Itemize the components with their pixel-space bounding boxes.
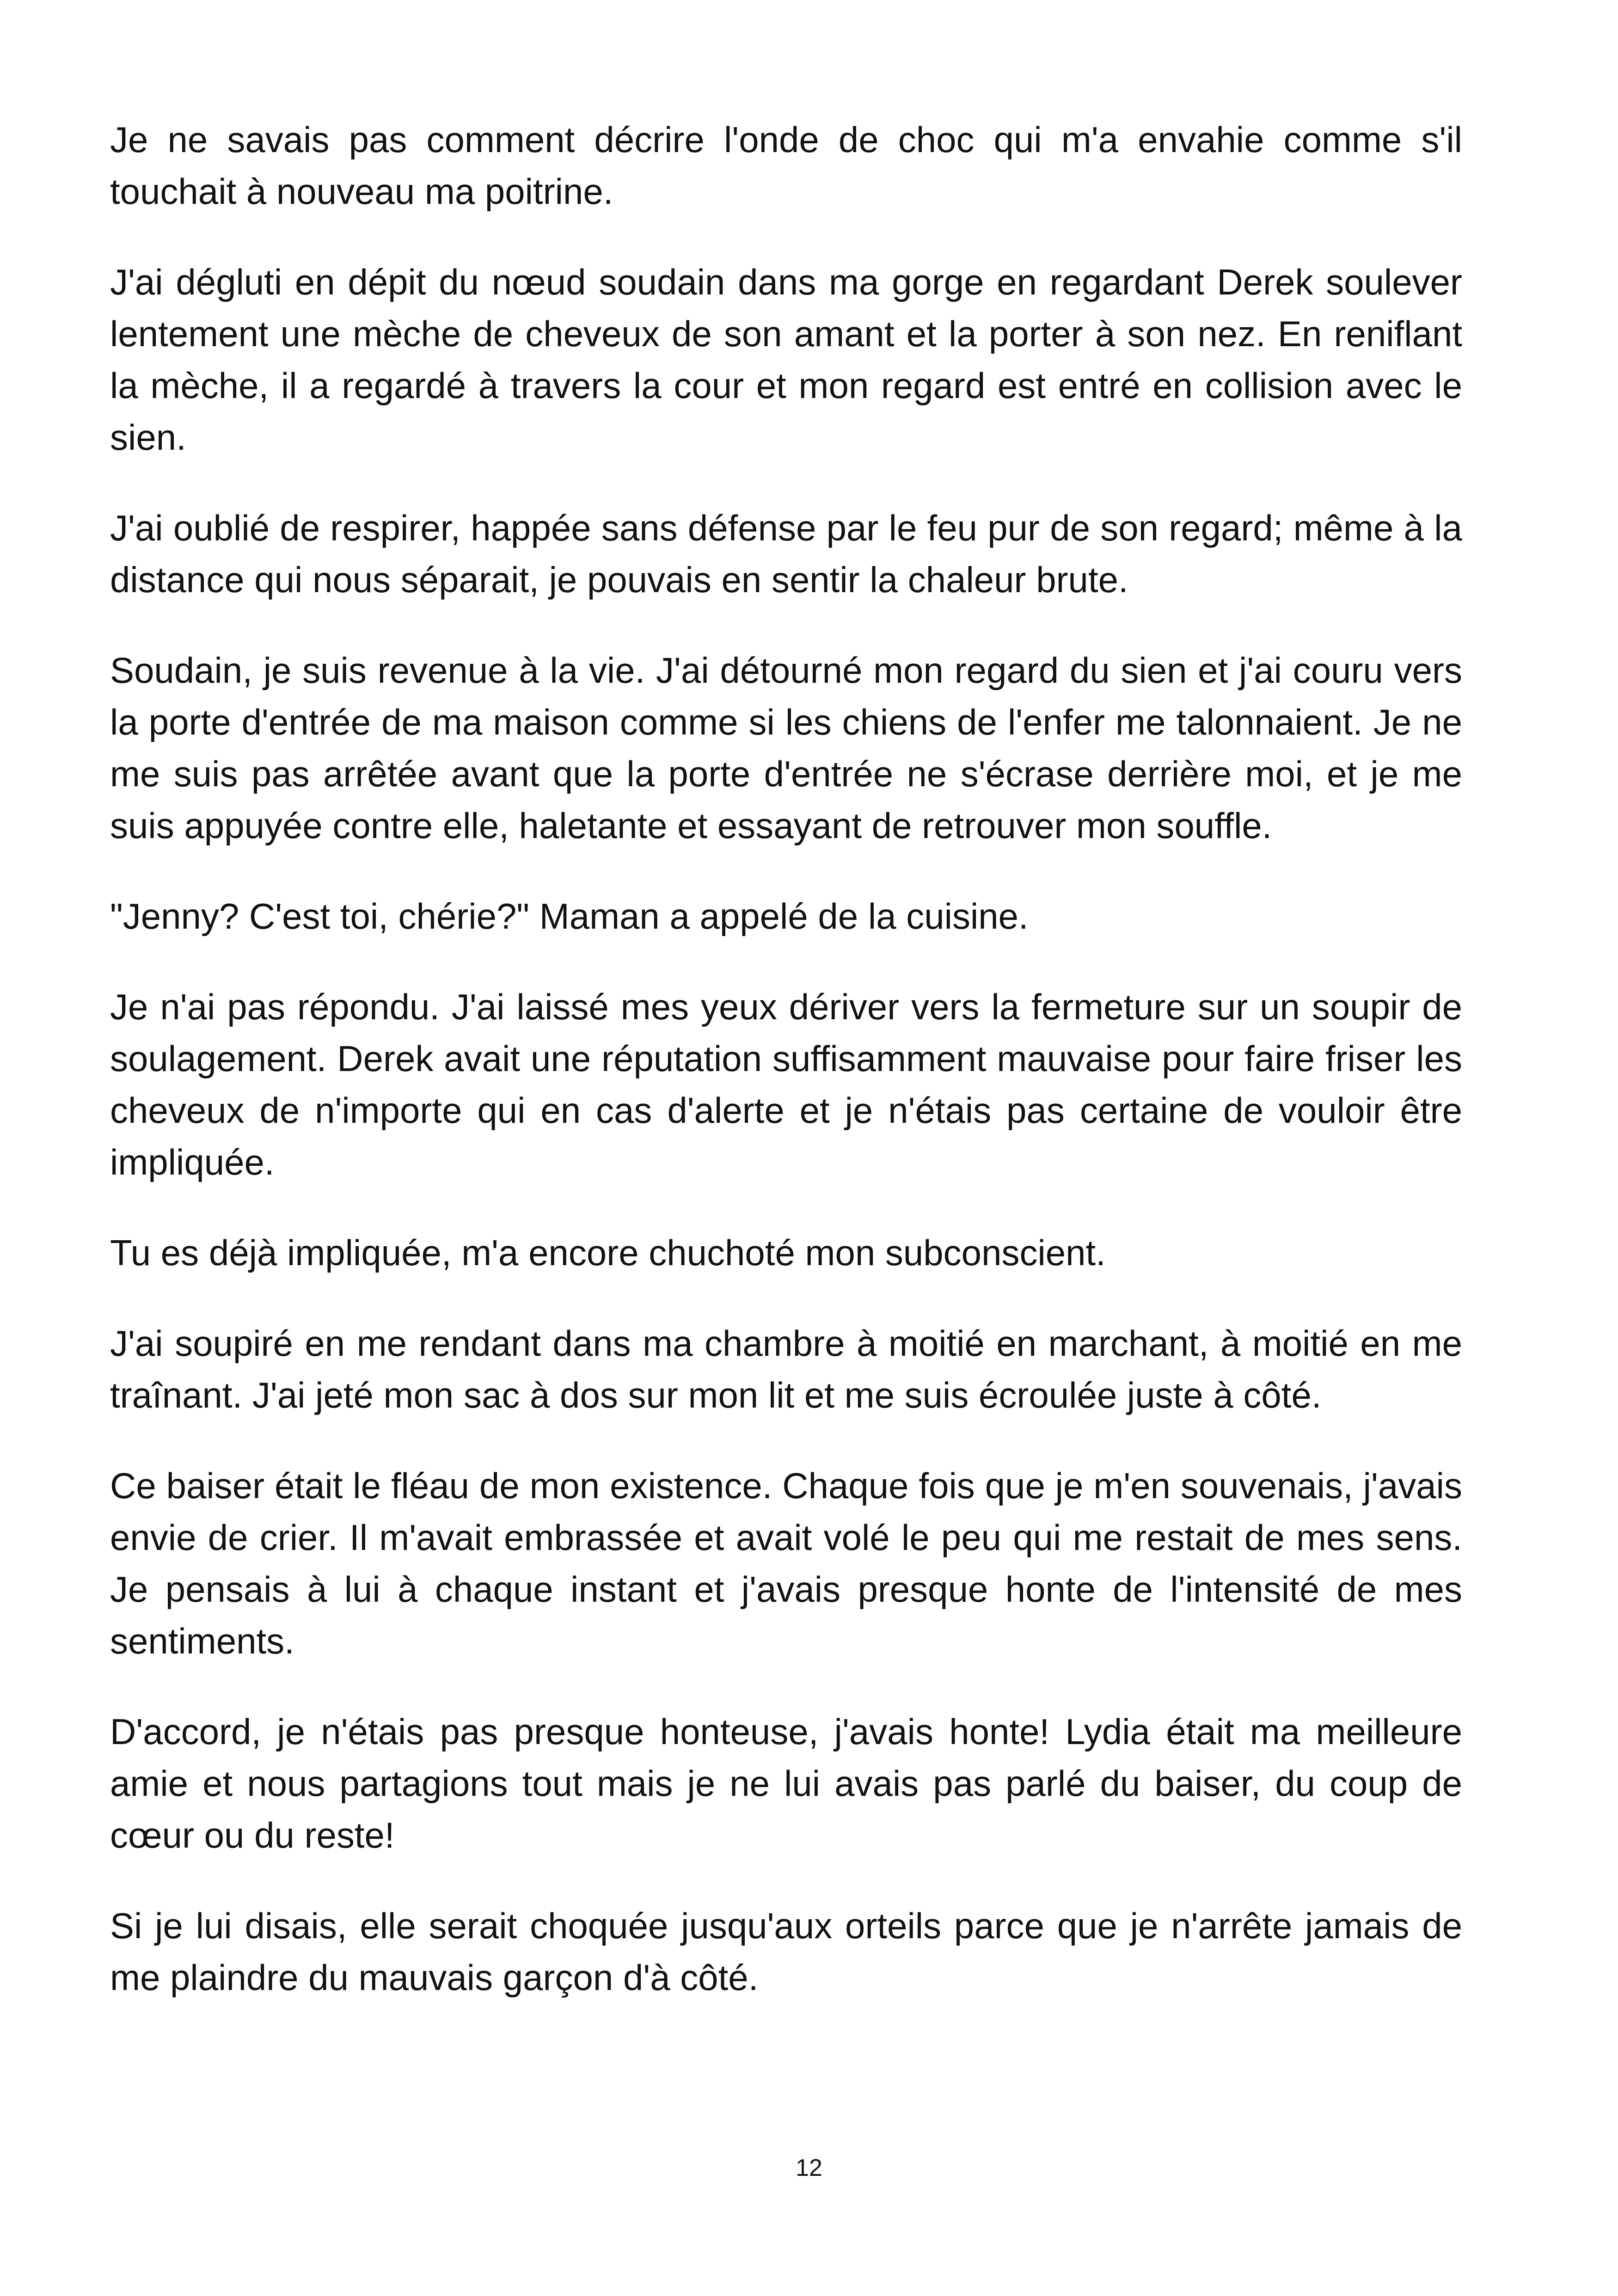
paragraph-1: Je ne savais pas comment décrire l'onde de choc qui m'a envahie comme s'il touchait à nouveau ma poitrine. [110,119,1462,212]
paragraph-3: J'ai oublié de respirer, happée sans défense par le feu pur de son regard; même à la distance qui nous séparait, je pouvais en sentir la chaleur brute. [110,508,1462,600]
body-text [110,114,1462,2042]
paragraph-11: Si je lui disais, elle serait choquée jusqu'aux orteils parce que je n'arrête jamais de me plaindre du mauvais garçon d'à côté. [110,1905,1462,1998]
paragraph-2: J'ai dégluti en dépit du nœud soudain dans ma gorge en regardant Derek soulever lentement une mèche de cheveux de son amant et la porter à son nez. En reniflant la mèche, il a regardé à travers la cour et mon regard est entré en collision avec le sien. [110,262,1462,458]
page-number: 12 [796,2155,822,2181]
paragraph-5: "Jenny? C'est toi, chérie?" Maman a appelé de la cuisine. [110,896,1029,937]
paragraph-7: Tu es déjà impliquée, m'a encore chuchoté mon subconscient. [110,1232,1106,1273]
paragraph-4: Soudain, je suis revenue à la vie. J'ai détourné mon regard du sien et j'ai couru vers la porte d'entrée de ma maison comme si les chiens de l'enfer me talonnaient. Je ne me suis pas arrêtée avant que la porte d'entrée ne s'écrase derrière moi, et je me suis appuyée contre elle, haletante et essayant de retrouver mon souffle. [110,650,1462,846]
paragraph-9: Ce baiser était le fléau de mon existence. Chaque fois que je m'en souvenais, j'avais envie de crier. Il m'avait embrassée et avait volé le peu qui me restait de mes sens. Je pensais à lui à chaque instant et j'avais presque honte de l'intensité de mes sentiments. [110,1465,1462,1661]
paragraph-6: Je n'ai pas répondu. J'ai laissé mes yeux dériver vers la fermeture sur un soupir de soulagement. Derek avait une réputation suffisamment mauvaise pour faire friser les cheveux de n'importe qui en cas d'alerte et je n'étais pas certaine de vouloir être impliquée. [110,986,1462,1182]
paragraph-8: J'ai soupiré en me rendant dans ma chambre à moitié en marchant, à moitié en me traînant. J'ai jeté mon sac à dos sur mon lit et me suis écroulée juste à côté. [110,1323,1462,1415]
paragraph-10: D'accord, je n'étais pas presque honteuse, j'avais honte! Lydia était ma meilleure amie et nous partagions tout mais je ne lui avais pas parlé du baiser, du coup de cœur ou du reste! [110,1711,1462,1855]
